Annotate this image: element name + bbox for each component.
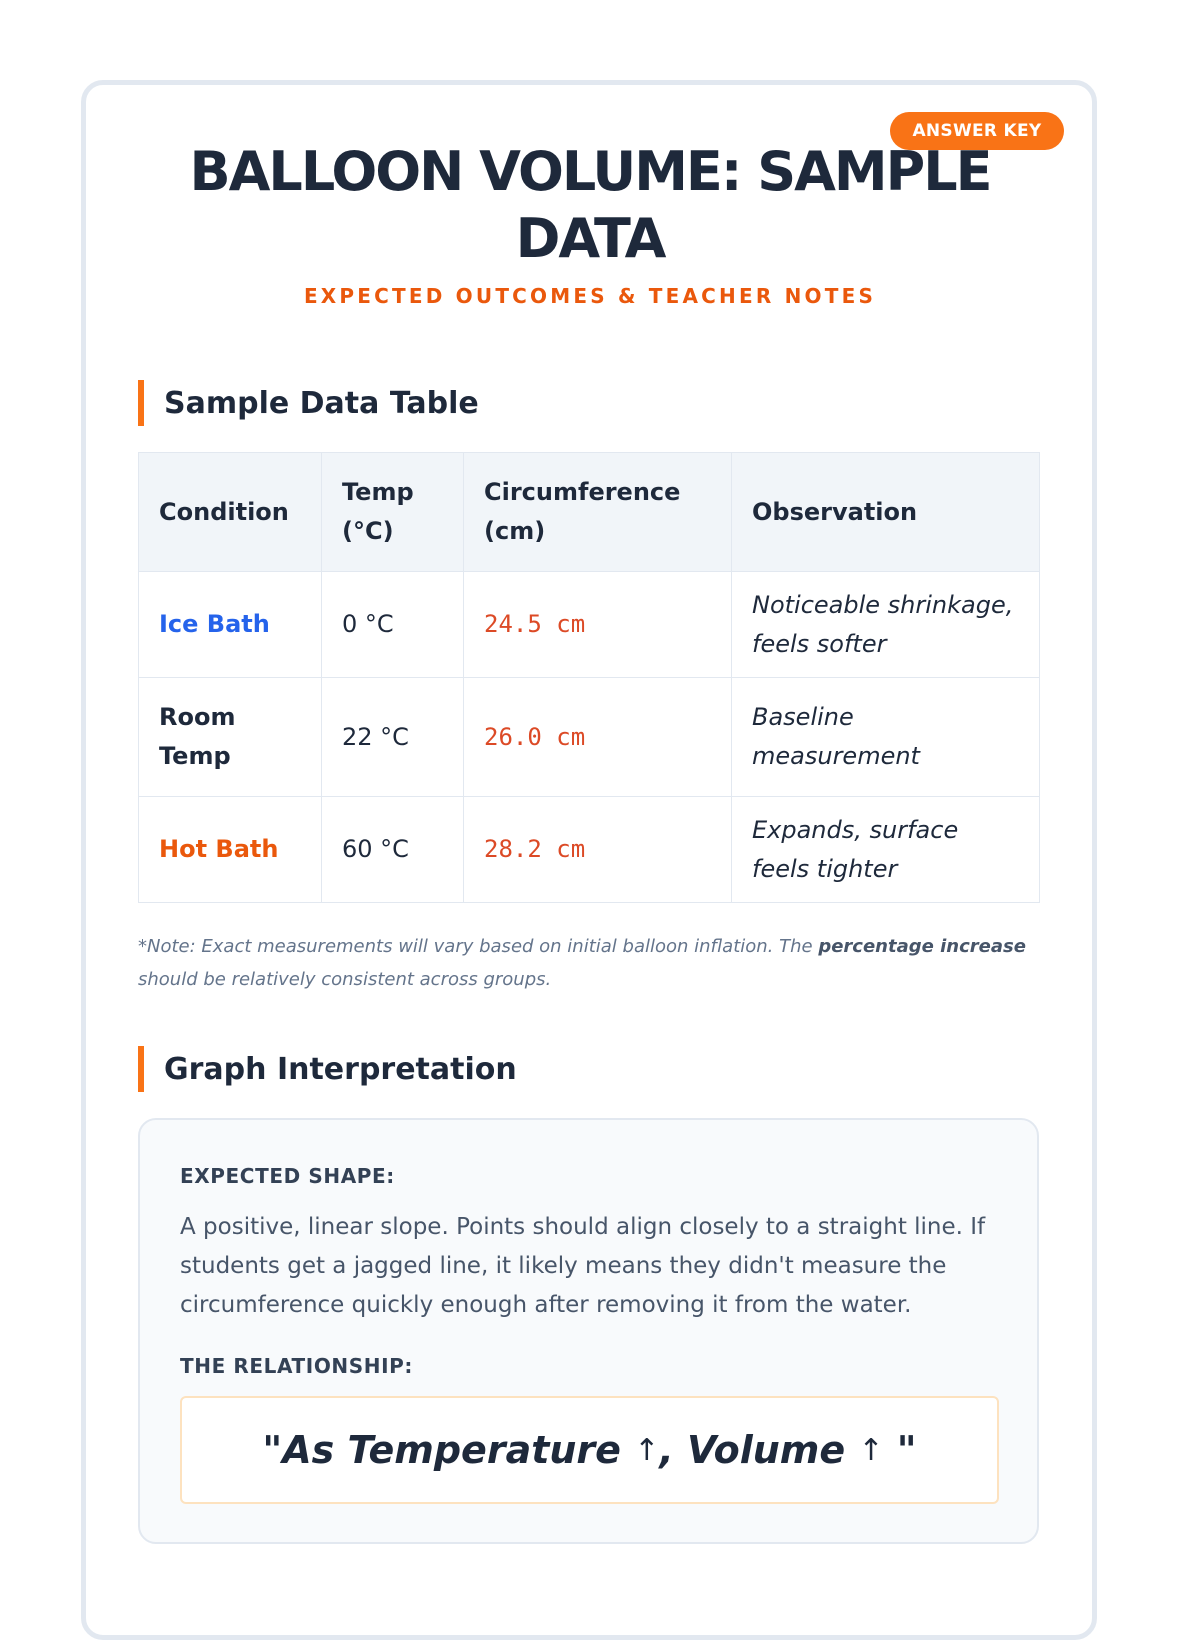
column-header-condition: Condition [139, 453, 322, 572]
table-row [139, 797, 1040, 903]
relationship-text-mid: , Volume [659, 1428, 859, 1472]
table-header-row [139, 453, 1040, 572]
relationship-label: THE RELATIONSHIP: [180, 1354, 414, 1378]
section-title: Sample Data Table [164, 385, 479, 421]
expected-shape-text: A positive, linear slope. Points should align closely to a straight line. If students get a jagged line, it likely means they didn't measure the circumference quickly enough after removing it from the water. [180, 1214, 986, 1318]
interpretation-panel [138, 1118, 1039, 1544]
observation-cell: Expands, surface feels tighter [732, 797, 1040, 903]
table-row [139, 678, 1040, 797]
observation-cell: Noticeable shrinkage, feels softer [732, 572, 1040, 678]
column-header-observation: Observation [732, 453, 1040, 572]
condition-cell: Room Temp [139, 678, 322, 797]
table-row [139, 572, 1040, 678]
relationship-text-end: " [883, 1428, 917, 1472]
measurement-note [138, 930, 1043, 996]
note-emphasis: percentage increase [818, 936, 1026, 957]
temp-cell: 60 °C [322, 797, 464, 903]
circumference-cell: 24.5 cm [464, 572, 732, 678]
relationship-text-start: "As Temperature [262, 1428, 635, 1472]
circumference-cell: 26.0 cm [464, 678, 732, 797]
temp-cell: 22 °C [322, 678, 464, 797]
sample-data-table [138, 452, 1040, 903]
page-title: BALLOON VOLUME: SAMPLE DATA [189, 140, 991, 270]
column-header-temp: Temp (°C) [322, 453, 464, 572]
expected-shape-label: EXPECTED SHAPE: [180, 1164, 395, 1188]
section-accent-bar [138, 380, 144, 426]
arrow-up-icon: ↑ [634, 1432, 660, 1468]
note-text-end: should be relatively consistent across groups. [138, 969, 552, 990]
section-header-graph [138, 1046, 517, 1092]
column-header-circumference: Circumference (cm) [464, 453, 732, 572]
relationship-statement [180, 1396, 999, 1504]
answer-key-badge: ANSWER KEY [890, 112, 1064, 150]
temp-cell: 0 °C [322, 572, 464, 678]
arrow-up-icon: ↑ [858, 1432, 884, 1468]
circumference-cell: 28.2 cm [464, 797, 732, 903]
section-header-sample-data [138, 380, 479, 426]
condition-cell: Hot Bath [139, 797, 322, 903]
note-text-start: *Note: Exact measurements will vary based on initial balloon inflation. The [138, 936, 819, 957]
section-title: Graph Interpretation [164, 1051, 517, 1087]
condition-cell: Ice Bath [139, 572, 322, 678]
page-subtitle: EXPECTED OUTCOMES & TEACHER NOTES [303, 284, 877, 308]
section-accent-bar [138, 1046, 144, 1092]
observation-cell: Baseline measurement [732, 678, 1040, 797]
